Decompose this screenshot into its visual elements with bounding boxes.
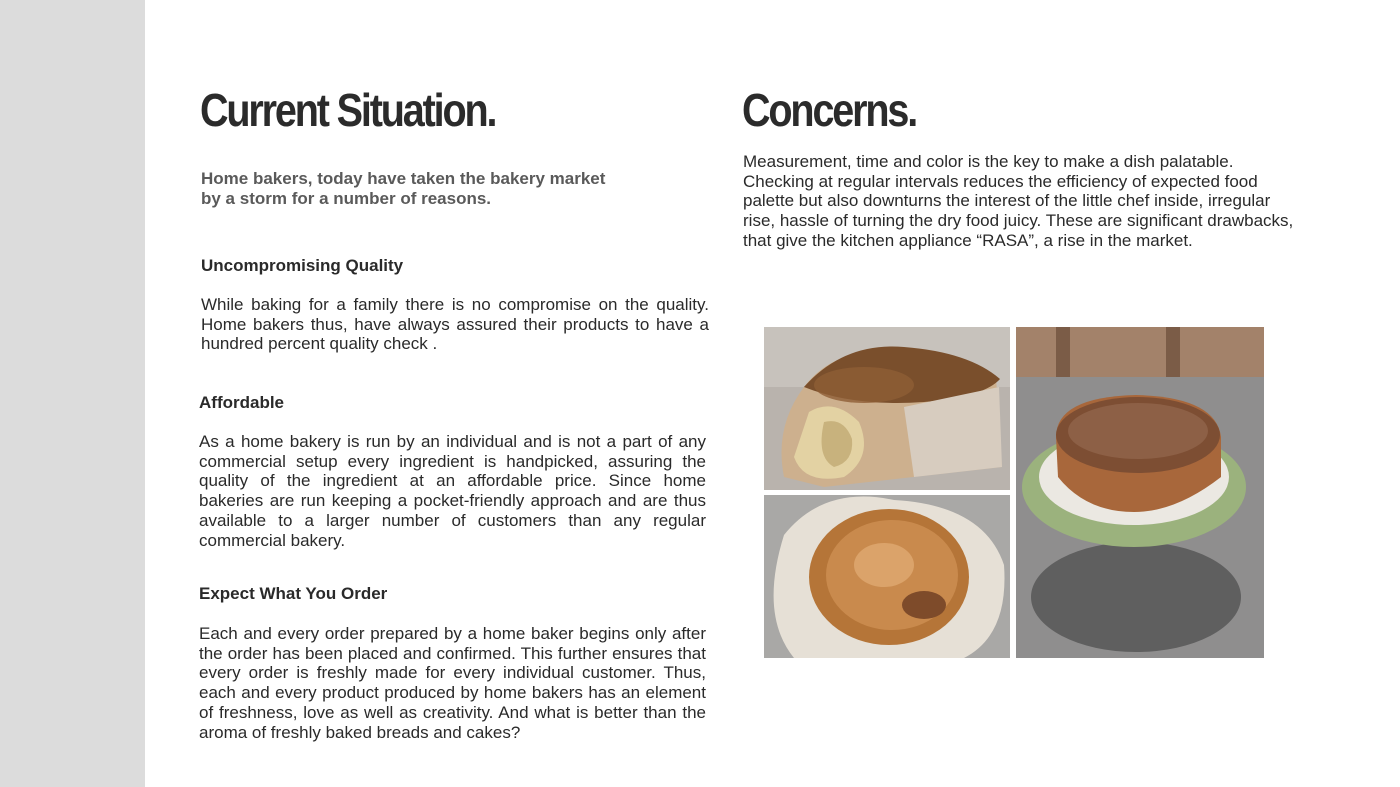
basque-cheesecake-in-parchment-photo	[764, 495, 1010, 658]
concerns-title: Concerns.	[742, 84, 917, 136]
section-heading-quality: Uncompromising Quality	[201, 256, 404, 275]
burnt-loaf-cake-photo	[764, 327, 1010, 490]
intro-text: Home bakers, today have taken the bakery market by a storm for a number of reasons.	[201, 169, 606, 208]
section-body-affordable: As a home bakery is run by an individual and is not a part of any commercial setup every ingredient is handpicked, assuring the quality of the ingredient at an affordable price. Since home bakeries are run keeping a pocket-friendly approach and are thus available to a larger number of customers than any regular commercial bakery.	[199, 432, 706, 550]
section-heading-expect: Expect What You Order	[199, 584, 388, 603]
section-body-expect: Each and every order prepared by a home baker begins only after the order has been placed and confirmed. This further ensures that every order is freshly made for every individual customer. Thus, each and every product produced by home bakers has an element of freshness, love as well as creativity. And what is better than the aroma of freshly baked breads and cakes?	[199, 624, 706, 742]
section-body-quality: While baking for a family there is no compromise on the quality. Home bakers thus, have always assured their products to have a hundred percent quality check .	[201, 295, 709, 354]
left-sidebar-band	[0, 0, 145, 787]
cheesecake-on-plate-photo	[1016, 327, 1264, 658]
concerns-body: Measurement, time and color is the key to make a dish palatable. Checking at regular intervals reduces the efficiency of expected food palette but also downturns the interest of the little chef inside, irregular rise, hassle of turning the dry food juicy. These are significant drawbacks, that give the kitchen appliance “RASA”, a rise in the market.	[743, 152, 1294, 250]
section-heading-affordable: Affordable	[199, 393, 284, 412]
current-situation-title: Current Situation.	[200, 84, 496, 136]
